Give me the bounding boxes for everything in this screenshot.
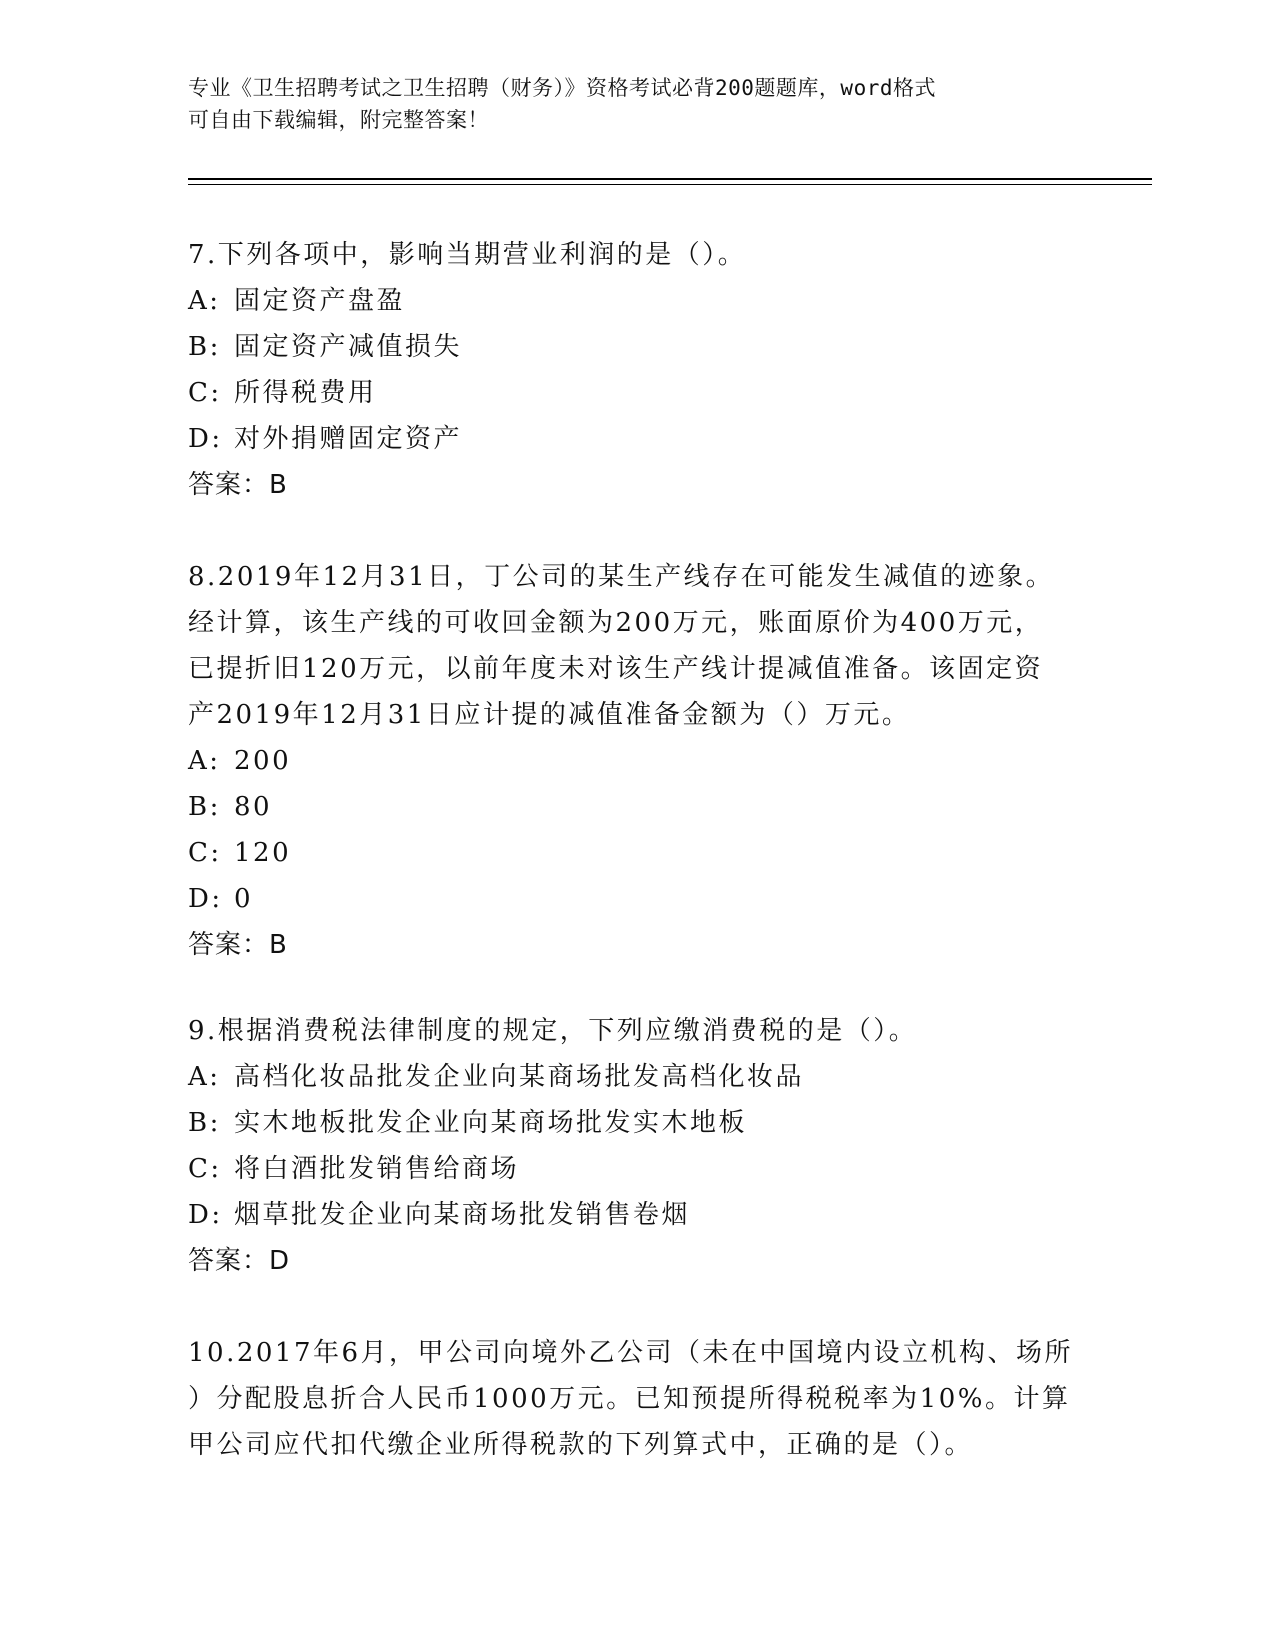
option-text: 200 xyxy=(234,746,292,776)
option-a xyxy=(188,1054,1088,1100)
header-divider-thin xyxy=(188,184,1152,185)
question-stem-line-2: ）分配股息折合人民币1000万元。已知预提所得税税率为10%。计算 xyxy=(188,1384,1071,1414)
header-line-2: 可自由下载编辑，附完整答案！ xyxy=(188,108,489,132)
question-stem-line-2: 经计算，该生产线的可收回金额为200万元，账面原价为400万元， xyxy=(188,608,1044,638)
option-text: 0 xyxy=(234,884,254,914)
option-letter: D: xyxy=(188,884,223,914)
option-letter: B: xyxy=(188,1108,221,1138)
option-b xyxy=(188,784,1088,830)
option-text: 固定资产减值损失 xyxy=(234,332,463,362)
option-text: 所得税费用 xyxy=(234,378,377,408)
question-stem-line-3: 甲公司应代扣代缴企业所得税款的下列算式中，正确的是（）。 xyxy=(188,1430,974,1460)
header-line-1: 专业《卫生招聘考试之卫生招聘（财务）》资格考试必背200题题库，word格式 xyxy=(188,76,936,100)
option-letter: C: xyxy=(188,838,222,868)
option-text: 固定资产盘盈 xyxy=(234,286,406,316)
option-a xyxy=(188,278,1088,324)
option-d xyxy=(188,416,1088,462)
option-text: 120 xyxy=(234,838,292,868)
question-8 xyxy=(188,554,1088,968)
option-c xyxy=(188,830,1088,876)
option-text: 对外捐赠固定资产 xyxy=(234,424,463,454)
option-letter: A: xyxy=(188,746,221,776)
option-b xyxy=(188,324,1088,370)
question-stem-line-4: 产2019年12月31日应计提的减值准备金额为（）万元。 xyxy=(188,700,911,730)
option-letter: B: xyxy=(188,332,221,362)
option-d xyxy=(188,876,1088,922)
document-header xyxy=(188,72,1068,136)
option-letter: C: xyxy=(188,378,222,408)
question-9 xyxy=(188,1008,1088,1284)
option-letter: D: xyxy=(188,424,223,454)
option-text: 烟草批发企业向某商场批发销售卷烟 xyxy=(234,1200,691,1230)
option-letter: C: xyxy=(188,1154,222,1184)
option-letter: A: xyxy=(188,286,221,316)
question-stem: 7.下列各项中，影响当期营业利润的是（）。 xyxy=(188,240,747,270)
question-10 xyxy=(188,1330,1088,1468)
question-stem: 9.根据消费税法律制度的规定，下列应缴消费税的是（）。 xyxy=(188,1016,918,1046)
answer: 答案：D xyxy=(188,1246,291,1276)
option-text: 将白酒批发销售给商场 xyxy=(234,1154,520,1184)
answer: 答案：B xyxy=(188,930,288,960)
option-letter: B: xyxy=(188,792,221,822)
question-7 xyxy=(188,232,1088,508)
answer: 答案：B xyxy=(188,470,288,500)
option-letter: D: xyxy=(188,1200,223,1230)
header-divider-thick xyxy=(188,178,1152,180)
option-b xyxy=(188,1100,1088,1146)
option-text: 高档化妆品批发企业向某商场批发高档化妆品 xyxy=(234,1062,805,1092)
option-text: 实木地板批发企业向某商场批发实木地板 xyxy=(234,1108,748,1138)
option-d xyxy=(188,1192,1088,1238)
option-a xyxy=(188,738,1088,784)
option-text: 80 xyxy=(234,792,273,822)
option-letter: A: xyxy=(188,1062,221,1092)
question-stem-line-1: 8.2019年12月31日，丁公司的某生产线存在可能发生减值的迹象。 xyxy=(188,562,1055,592)
option-c xyxy=(188,370,1088,416)
question-stem-line-1: 10.2017年6月，甲公司向境外乙公司（未在中国境内设立机构、场所 xyxy=(188,1338,1074,1368)
option-c xyxy=(188,1146,1088,1192)
question-stem-line-3: 已提折旧120万元，以前年度未对该生产线计提减值准备。该固定资 xyxy=(188,654,1044,684)
